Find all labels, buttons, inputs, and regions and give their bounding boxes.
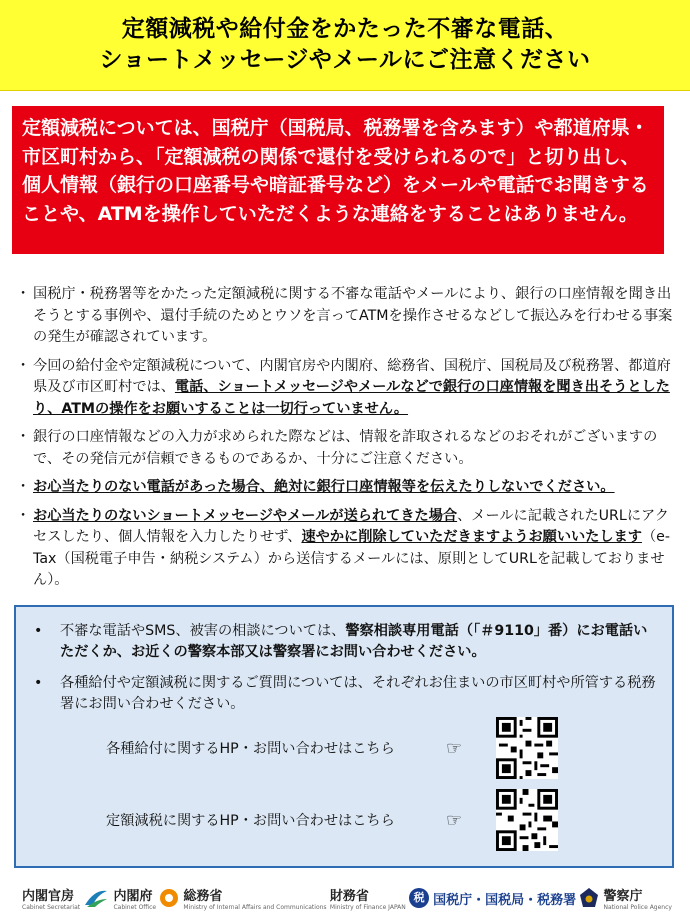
bullet-marker: ・ (16, 357, 31, 374)
benefits-qr-row[interactable] (106, 717, 566, 779)
contact-item (30, 673, 656, 715)
notice-item (16, 427, 676, 470)
warning-box (12, 106, 664, 254)
contact-item (30, 621, 656, 663)
pointing-hand-icon: ☞ (446, 737, 463, 759)
tax-qr-row[interactable] (106, 789, 566, 851)
notice-text: 、メールに記載されたURLにアクセスしたり、個人情報を入力したりせず、 (33, 507, 669, 545)
logo-text: 総務省 (183, 889, 223, 904)
logo-subtext: Ministry of Finance JAPAN (329, 904, 406, 911)
notice-text: 銀行の口座情報などの入力が求められた際などは、情報を詐取されるなどのおそれがございますので、その発信元が信頼できるものであるか、十分にご注意ください。 (33, 429, 658, 467)
notice-emphasis: 電話、ショートメッセージやメールなどで銀行の口座情報を聞き出そうとしたり、ATMの操作をお願いすることは一切行っていません。 (33, 379, 670, 417)
mof-logo (330, 885, 406, 911)
logo-subtext: National Police Agency (603, 904, 672, 911)
title-line-2: ショートメッセージやメールにご注意ください (99, 47, 591, 73)
bullet-marker: • (34, 623, 43, 639)
logo-text: 内閣官房 (22, 889, 75, 904)
contact-emphasis: 警察相談専用電話（「＃9110」番）にお電話いただくか、お近くの警察本部又は警察署にお問い合わせください。 (60, 623, 648, 660)
tax-qr-code[interactable] (496, 789, 558, 851)
benefits-qr-code[interactable] (496, 717, 558, 779)
bullet-marker: ・ (16, 429, 31, 445)
contact-panel (14, 605, 674, 868)
logo-text: 警察庁 (603, 889, 643, 904)
agency-logos (0, 874, 690, 922)
bullet-marker: ・ (16, 286, 31, 302)
logo-text: 財務省 (329, 889, 369, 904)
mic-logo (159, 885, 326, 911)
notice-text: 国税庁・税務署等をかたった定額減税に関する不審な電話やメールにより、銀行の口座情報を聞き出そうとする事例や、還付手続のためとウソを言ってATMを操作させるなどして振込みを行わせる事案の発生が確認されています。 (33, 286, 673, 345)
notice-text: 今回の給付金や定額減税について、内閣官房や内閣府、総務省、国税庁、国税局及び税務署、都道府県及び市区町村では、 (33, 357, 671, 395)
notice-item (16, 477, 676, 499)
logo-text: 内閣府 (113, 889, 153, 904)
pointing-hand-icon: ☞ (446, 809, 463, 831)
notice-emphasis: お心当たりのない電話があった場合、絶対に銀行口座情報等を伝えたりしないでください。 (33, 479, 615, 495)
mic-emblem-icon (159, 888, 179, 908)
notice-text: （e-Tax（国税電子申告・納税システム）から送信するメールには、原則としてURLを記載しておりません）。 (33, 529, 670, 588)
nta-emblem-icon: 税 (409, 888, 429, 908)
npa-logo (579, 885, 671, 911)
bullet-marker: ・ (16, 479, 31, 495)
logo-subtext: Cabinet Office (113, 904, 157, 911)
title-line-1: 定額減税や給付金をかたった不審な電話、 (121, 16, 569, 42)
notice-list (16, 284, 676, 599)
logo-text: 国税庁・国税局・税務署 (433, 892, 577, 908)
logo-subtext: Ministry of Internal Affairs and Communications (183, 904, 327, 911)
title-banner (0, 0, 690, 91)
notice-item (16, 356, 676, 421)
cabinet-secretariat-logo (22, 885, 80, 911)
contact-text: 各種給付や定額減税に関するご質問については、それぞれお住まいの市区町村や所管する税務署にお問い合わせください。 (60, 675, 656, 712)
notice-emphasis: 速やかに削除していただきますようお願いいたします (301, 529, 642, 545)
notice-item (16, 284, 676, 349)
bullet-marker: • (34, 675, 43, 691)
police-emblem-icon (579, 887, 599, 909)
warning-text: 定額減税については、国税庁（国税局、税務署を含みます）や都道府県・市区町村から、「定額減税の関係で還付を受けられるので」と切り出し、個人情報（銀行の口座番号や暗証番号など）をメールや電話でお聞きすることや、ATMを操作していただくような連絡をすることはありません。 (22, 117, 649, 225)
notice-emphasis: お心当たりのないショートメッセージやメールが送られてきた場合 (33, 507, 458, 524)
contact-text: 不審な電話やSMS、被害の相談については、 (60, 623, 346, 639)
logo-subtext: Cabinet Secretariat (22, 904, 81, 911)
tax-qr-label: 定額減税に関するHP・お問い合わせはこちら (106, 813, 395, 829)
cabinet-office-logo (83, 885, 156, 911)
bullet-marker: ・ (16, 507, 31, 524)
cabinet-office-emblem-icon (83, 887, 109, 909)
notice-item (16, 506, 676, 592)
nta-logo (409, 888, 576, 908)
benefits-qr-label: 各種給付に関するHP・お問い合わせはこちら (106, 741, 395, 757)
